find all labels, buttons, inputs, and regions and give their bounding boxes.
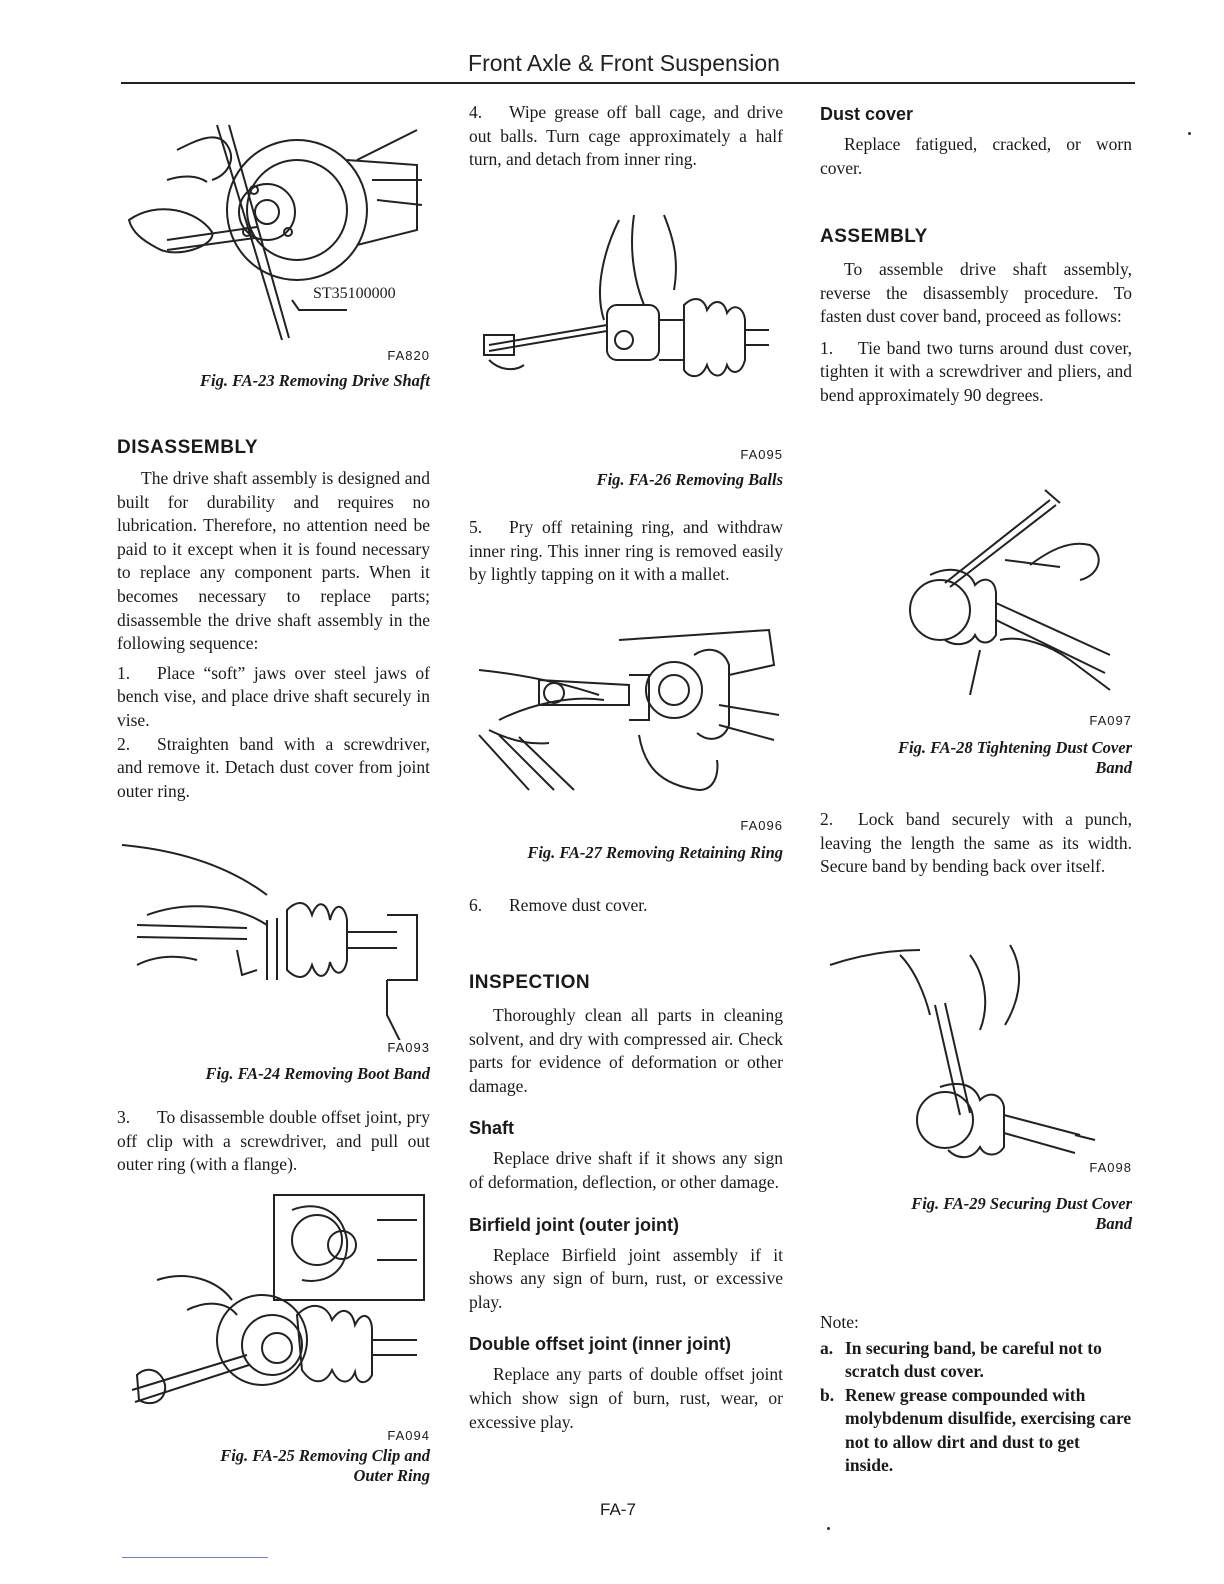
assembly-section [820,226,1132,408]
step-text: Place “soft” jaws over steel jaws of bench vise, and place drive shaft securely in vise. [117,662,430,730]
disassembly-step-5 [469,516,783,587]
birfield-text: Replace Birfield joint assembly if it shows any sign of burn, rust, or excessive play. [469,1244,783,1312]
tool-number-label: ST35100000 [313,285,396,302]
note-list [820,1337,1132,1477]
note-label: b. [820,1384,835,1405]
figure-code: FA093 [387,1040,430,1055]
assembly-intro: To assemble drive shaft assembly, reverse the disassembly procedure. To fasten dust cover band, proceed as follows: [820,259,1132,327]
figure-caption [110,1446,430,1486]
step-text: Tie band two turns around dust cover, tighten it with a screwdriver and pliers, and bend approximately 90 degrees. [820,337,1132,405]
subheading-double-offset-joint: Double offset joint (inner joint) [469,1334,731,1355]
scan-speck [827,1527,830,1530]
figure-code: FA820 [387,348,430,363]
note-item [820,1337,1132,1384]
figure-code: FA094 [387,1428,430,1443]
shaft-text: Replace drive shaft if it shows any sign of deformation, deflection, or other damage. [469,1148,783,1192]
figure-fa-27 [469,625,783,870]
figure-caption: Fig. FA-27 Removing Retaining Ring [527,843,783,862]
dust-cover-band-securing-illustration [820,935,1132,1165]
step-text: Remove dust cover. [509,895,648,915]
inspection-intro: Thoroughly clean all parts in cleaning solvent, and dry with compressed air. Check parts for evidence of deformation or other damage. [469,1005,783,1096]
note-section [820,1312,1132,1477]
subheading-dust-cover: Dust cover [820,104,914,124]
note-text: In securing band, be careful not to scratch dust cover. [845,1338,1102,1382]
step-number: 1. [117,662,131,683]
step-text: Straighten band with a screwdriver, and remove it. Detach dust cover from joint outer ring. [117,733,430,801]
assembly-step-1 [820,337,1132,408]
figure-caption: Fig. FA-23 Removing Drive Shaft [200,371,430,390]
dust-cover-band-tightening-illustration [820,485,1132,695]
disassembly-step-6 [469,894,783,918]
figure-caption: Fig. FA-26 Removing Balls [596,470,783,489]
step-number: 5. [469,517,483,537]
inspection-section [469,972,783,1434]
disassembly-step-2 [117,733,430,804]
figure-fa-25 [117,1190,430,1485]
disassembly-step-3 [117,1106,430,1177]
figure-caption [812,738,1132,778]
figure-fa-29 [820,935,1132,1235]
subheading-shaft: Shaft [469,1118,514,1139]
caption-line: Fig. FA-28 Tightening Dust Cover [898,738,1132,757]
figure-fa-23 [117,120,430,410]
figure-code: FA096 [740,818,783,833]
figure-caption: Fig. FA-24 Removing Boot Band [205,1064,430,1083]
step-number: 3. [117,1107,131,1127]
disassembly-step-4 [469,101,783,172]
dust-cover-text: Replace fatigued, cracked, or worn cover. [820,134,1132,178]
note-text: Renew grease compounded with molybdenum disulfide, exercising care not to allow dirt and dust to get inside. [845,1384,1132,1476]
step-number: 4. [469,102,483,122]
step-number: 2. [117,733,131,754]
figure-caption [812,1194,1132,1234]
caption-line: Fig. FA-25 Removing Clip and [220,1446,430,1465]
disassembly-intro: The drive shaft assembly is designed and built for durability and requires no lubrication. Therefore, no attention need be paid to it except when it is found necessary to replace any component parts. When it becomes necessary to replace parts; disassemble the drive shaft assembly in the following sequence: [117,468,430,654]
caption-line: Outer Ring [353,1466,430,1485]
section-heading-disassembly: DISASSEMBLY [117,437,258,458]
step-number: 1. [820,337,834,358]
note-label: a. [820,1338,834,1358]
page-header-title: Front Axle & Front Suspension [468,50,780,76]
assembly-step-2 [820,808,1132,879]
footer-rule [122,1557,268,1558]
scan-speck [1188,132,1191,135]
disassembly-section [117,437,430,803]
figure-fa-28 [820,485,1132,785]
double-offset-text: Replace any parts of double offset joint which show sign of burn, rust, wear, or excessive play. [469,1364,783,1432]
caption-line: Band [1095,758,1132,777]
subheading-birfield-joint: Birfield joint (outer joint) [469,1214,679,1235]
clip-removal-illustration [117,1190,430,1420]
disassembly-step-1 [117,662,430,733]
drive-shaft-removal-illustration [117,120,430,350]
dust-cover-section [820,104,1132,180]
step-text: Wipe grease off ball cage, and drive out balls. Turn cage approximately a half turn, and detach from inner ring. [469,102,783,170]
step-text: Lock band securely with a punch, leaving the length the same as its width. Secure band by bending back over itself. [820,809,1132,877]
note-title: Note: [820,1312,859,1332]
figure-code: FA098 [1089,1160,1132,1175]
figure-code: FA095 [740,447,783,462]
caption-line: Band [1095,1214,1132,1233]
step-text: Pry off retaining ring, and withdraw inner ring. This inner ring is removed easily by lightly tapping on it with a mallet. [469,517,783,585]
section-heading-assembly: ASSEMBLY [820,226,928,247]
step-text: To disassemble double offset joint, pry off clip with a screwdriver, and pull out outer ring (with a flange). [117,1107,430,1175]
caption-line: Fig. FA-29 Securing Dust Cover [911,1194,1132,1213]
step-number: 6. [469,895,483,915]
retaining-ring-removal-illustration [469,625,783,805]
note-item [820,1384,1132,1478]
ball-removal-illustration [469,210,783,390]
figure-fa-26 [469,210,783,495]
figure-code: FA097 [1089,713,1132,728]
step-number: 2. [820,809,834,829]
page-number: FA-7 [600,1500,636,1519]
section-heading-inspection: INSPECTION [469,972,591,993]
boot-band-removal-illustration [117,840,430,1040]
figure-fa-24 [117,840,430,1090]
header-rule [121,82,1135,84]
